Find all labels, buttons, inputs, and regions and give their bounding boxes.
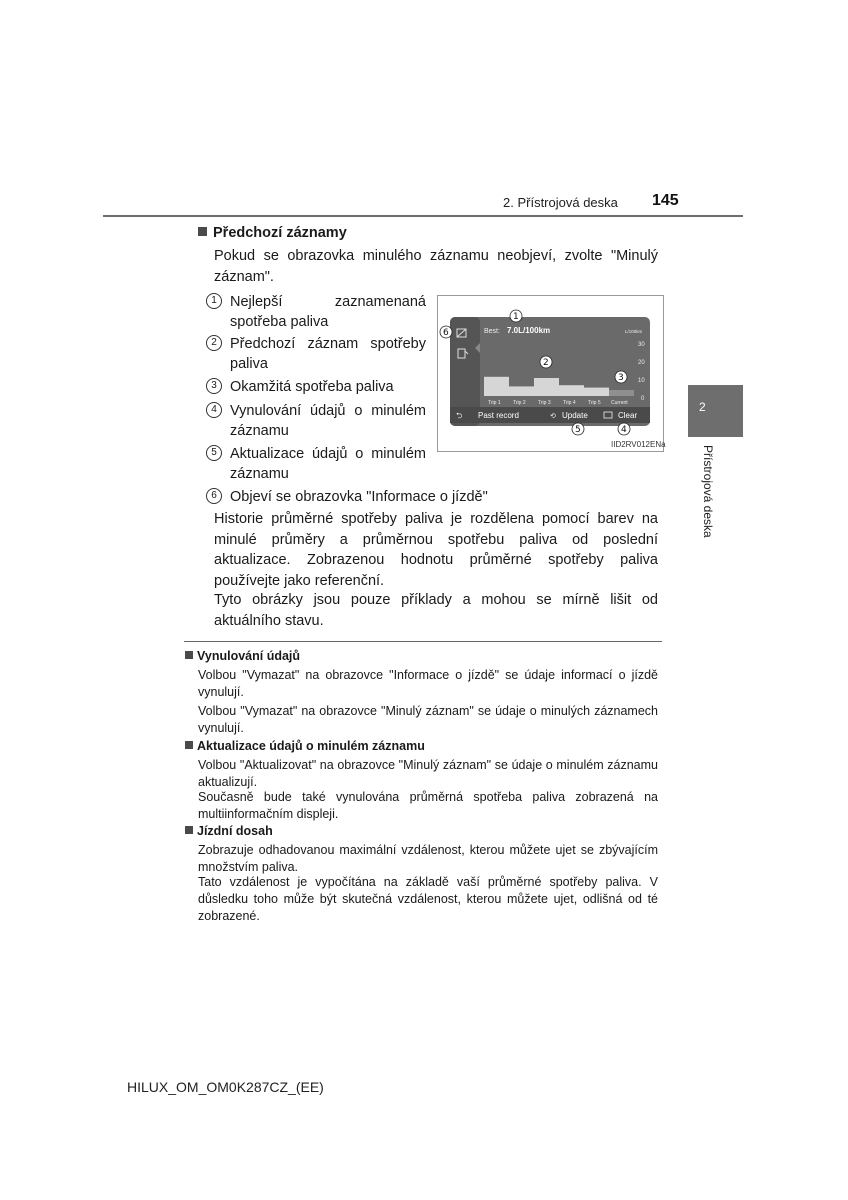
update-button[interactable]: Update <box>562 411 588 420</box>
consumption-bar <box>559 385 584 396</box>
list-item-text: Objeví se obrazovka "Informace o jízdě" <box>230 489 488 505</box>
trip-label: Current <box>611 400 628 406</box>
body-paragraph: Tyto obrázky jsou pouze příklady a mohou se mírně lišit od aktuálního stavu. <box>214 592 658 629</box>
callout-5-label: 5 <box>575 425 581 435</box>
chapter-tab <box>688 385 743 437</box>
square-bullet-icon <box>185 826 193 834</box>
callout-6-label: 6 <box>443 328 449 338</box>
callout-4-label: 4 <box>621 425 627 435</box>
note-title: Vynulování údajů <box>185 649 300 663</box>
trip-label: Trip 3 <box>538 400 551 406</box>
callout-number-icon: 4 <box>206 402 222 418</box>
square-bullet-icon <box>185 651 193 659</box>
list-item-text: Nejlepší zaznamenaná spotřeba paliva <box>230 294 426 330</box>
section-title <box>198 225 347 241</box>
square-bullet-icon <box>185 741 193 749</box>
callout-2-label: 2 <box>543 358 549 368</box>
callout-number-icon: 1 <box>206 293 222 309</box>
chapter-tab-number: 2 <box>699 400 706 414</box>
note-paragraph: Současně bude také vynulována průměrná spotřeba paliva zobrazená na multiinformačním displeji. <box>198 790 658 821</box>
callout-number-icon: 5 <box>206 445 222 461</box>
page-number: 145 <box>652 192 679 209</box>
update-icon: ⟲ <box>550 412 556 420</box>
consumption-bar <box>584 388 609 396</box>
best-value: 7.0L/100km <box>507 326 551 335</box>
list-item-text: Vynulování údajů o minulém záznamu <box>230 403 426 439</box>
square-bullet-icon <box>198 227 207 236</box>
intro-paragraph: Pokud se obrazovka minulého záznamu neobjeví, zvolte "Minulý záznam". <box>214 248 658 285</box>
trip-label: Trip 5 <box>588 400 601 406</box>
callout-number-icon: 6 <box>206 488 222 504</box>
notes-divider <box>184 641 662 642</box>
unit-label: L/100km <box>625 329 643 334</box>
trip-label: Trip 4 <box>563 400 576 406</box>
trip-record-screen-figure <box>437 295 664 452</box>
consumption-bar <box>534 378 559 396</box>
list-item-text: Okamžitá spotřeba paliva <box>230 379 394 395</box>
past-record-title: Past record <box>478 411 519 420</box>
list-item-text: Aktualizace údajů o minulém záznamu <box>230 446 426 482</box>
chapter-tab-label: Přístrojová deska <box>701 445 715 538</box>
trip-label: Trip 1 <box>488 400 501 406</box>
y-tick: 10 <box>638 378 645 384</box>
header-divider <box>103 215 743 217</box>
y-tick: 0 <box>641 396 645 402</box>
document-footer-code: HILUX_OM_OM0K287CZ_(EE) <box>127 1079 324 1095</box>
consumption-bar <box>609 390 634 396</box>
note-title: Aktualizace údajů o minulém záznamu <box>185 739 425 753</box>
clear-button[interactable]: Clear <box>618 411 638 420</box>
body-paragraph: Historie průměrné spotřeby paliva je rozdělena pomocí barev na minulé průměry a průměrnou spotřebu paliva od poslední aktualizace. Zobrazenou hodnotu průměrné spotřeby paliva používejte jako referenční. <box>214 511 658 589</box>
note-title: Jízdní dosah <box>185 824 273 838</box>
callout-3-label: 3 <box>618 373 624 383</box>
running-header-section: 2. Přístrojová deska <box>503 195 618 210</box>
note-paragraph: Volbou "Vymazat" na obrazovce "Informace o jízdě" se údaje informací o jízdě vynulují. <box>198 668 658 699</box>
consumption-bar <box>484 377 509 396</box>
note-paragraph: Zobrazuje odhadovanou maximální vzdálenost, kterou můžete ujet se zbývajícím množstvím paliva. <box>198 843 658 874</box>
trip-record-screen-illustration <box>438 296 663 451</box>
y-tick: 30 <box>638 342 645 348</box>
y-tick: 20 <box>638 360 645 366</box>
note-paragraph: Volbou "Vymazat" na obrazovce "Minulý záznam" se údaje o minulých záznamech vynulují. <box>198 704 658 735</box>
list-item-text: Předchozí záznam spotřeby paliva <box>230 336 426 372</box>
consumption-bar <box>509 386 534 396</box>
callout-number-icon: 3 <box>206 378 222 394</box>
section-title-text: Předchozí záznamy <box>213 225 347 241</box>
callout-1-label: 1 <box>513 312 519 322</box>
note-paragraph: Volbou "Aktualizovat" na obrazovce "Minulý záznam" se údaje o minulém záznamu aktualizují. <box>198 758 658 789</box>
best-label: Best: <box>484 328 500 335</box>
trip-label: Trip 2 <box>513 400 526 406</box>
figure-code: IID2RV012ENa <box>611 440 666 449</box>
note-paragraph: Tato vzdálenost je vypočítána na základě vaší průměrné spotřeby paliva. V důsledku toho může být skutečná vzdálenost, kterou můžete ujet, odlišná od té zobrazené. <box>198 875 658 923</box>
back-arrow-icon[interactable]: ⮌ <box>456 411 463 420</box>
callout-number-icon: 2 <box>206 335 222 351</box>
